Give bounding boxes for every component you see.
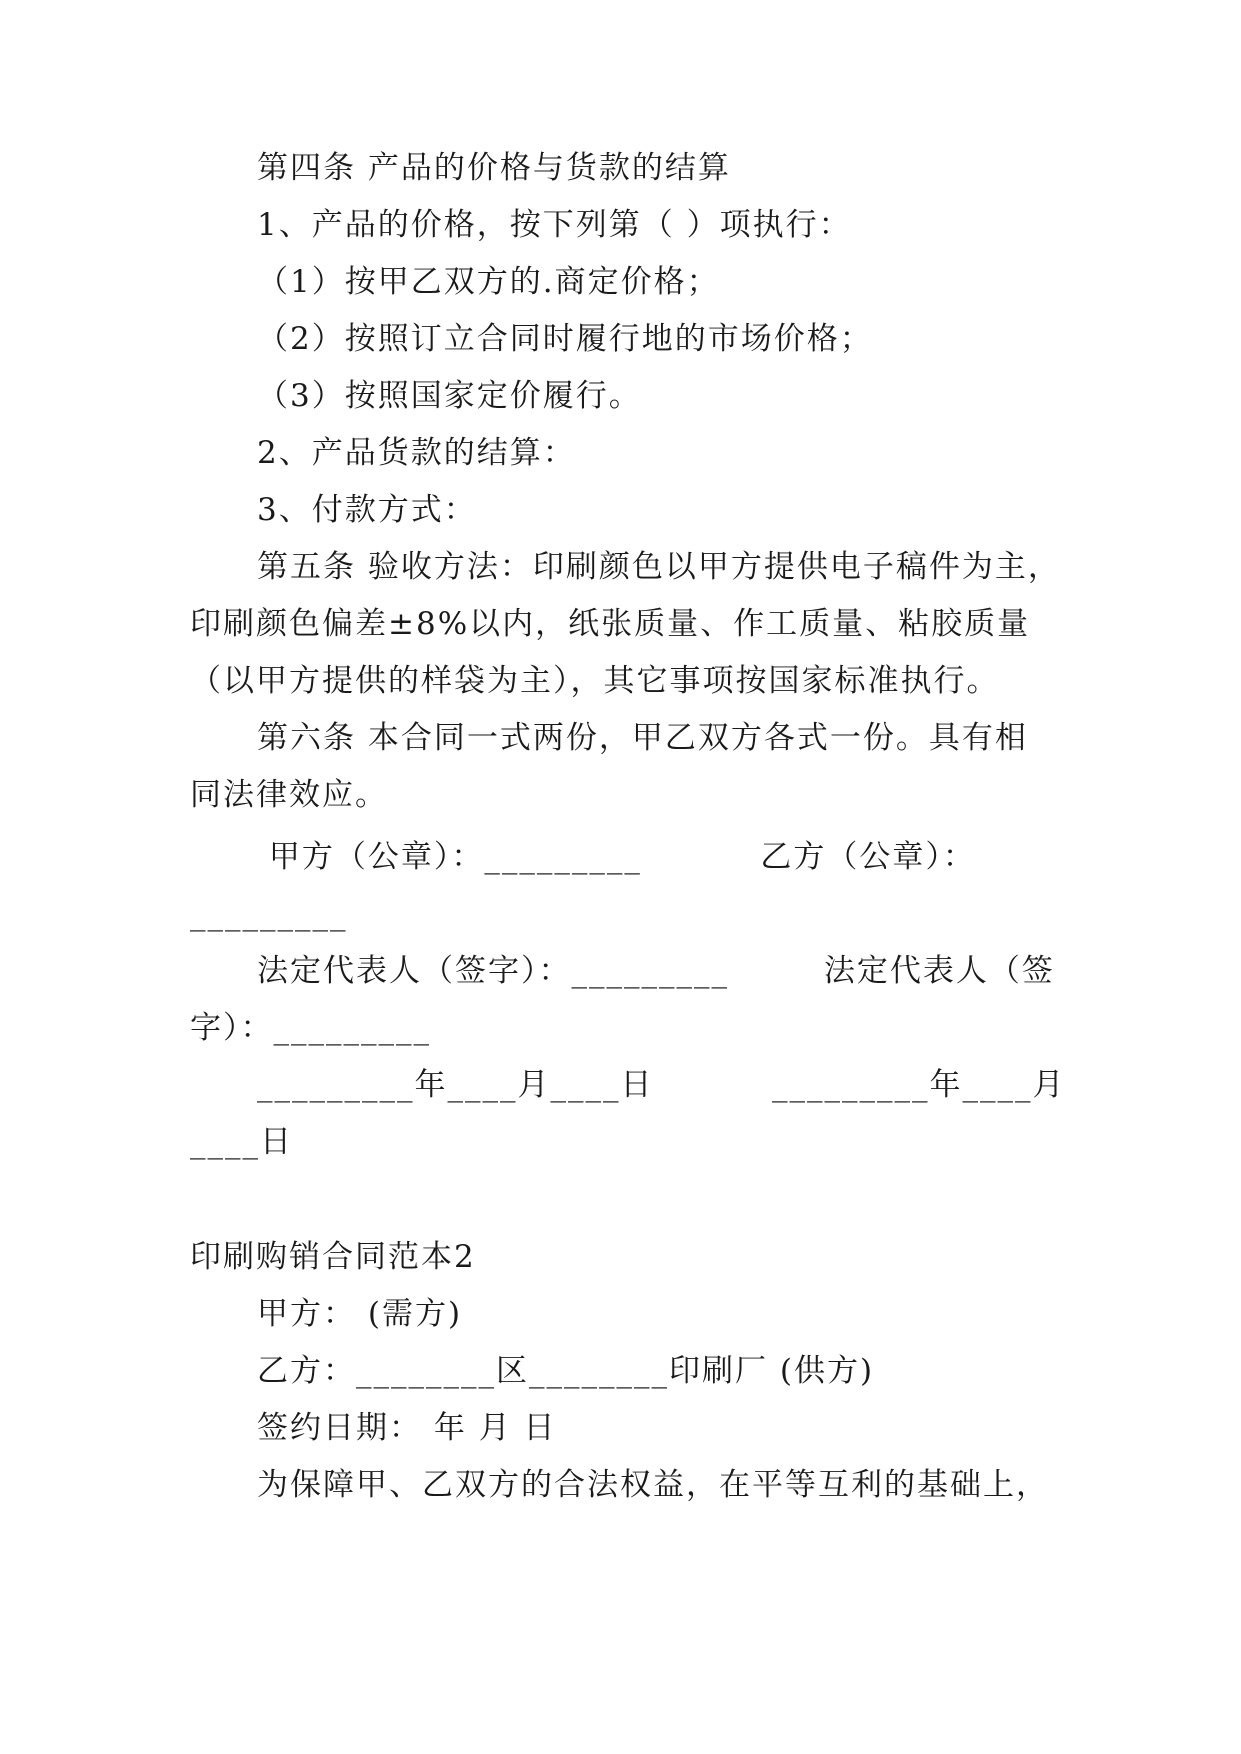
payment-method-clause: 3、付款方式： (257, 492, 477, 528)
price-clause: 1、产品的价格，按下列第（ ）项执行： (257, 207, 852, 243)
article-5-line-1: 第五条 验收方法：印刷颜色以甲方提供电子稿件为主， (257, 549, 1061, 585)
price-option-1: （1）按甲乙双方的.商定价格； (257, 264, 720, 300)
article-4-heading: 第四条 产品的价格与货款的结算 (257, 150, 731, 186)
representative-line: 法定代表人（签字）：_________ 法定代表人（签 (257, 953, 1055, 989)
date-line: _________年____月____日 _________年____月 (257, 1067, 1066, 1103)
article-5-line-3: （以甲方提供的样袋为主），其它事项按国家标准执行。 (190, 663, 1000, 699)
seal-line: 甲方（公章）：_________ 乙方（公章）： (257, 839, 976, 875)
date-line-continued: ____日 (190, 1124, 293, 1160)
seal-line-continued: _________ (190, 896, 348, 932)
article-6-line-2: 同法律效应。 (190, 777, 388, 813)
representative-line-continued: 字）：_________ (190, 1010, 431, 1046)
party-b-line: 乙方：________区________印刷厂 (供方) (257, 1353, 875, 1389)
preamble-line: 为保障甲、乙双方的合法权益，在平等互利的基础上， (257, 1467, 1049, 1503)
party-a-line: 甲方： (需方) (257, 1296, 463, 1332)
template-2-title: 印刷购销合同范本2 (190, 1239, 476, 1275)
signing-date-line: 签约日期： 年 月 日 (257, 1410, 557, 1446)
price-option-2: （2）按照订立合同时履行地的市场价格； (257, 321, 873, 357)
price-option-3: （3）按照国家定价履行。 (257, 378, 642, 414)
article-5-line-2: 印刷颜色偏差±8%以内，纸张质量、作工质量、粘胶质量 (190, 606, 1031, 642)
settlement-clause: 2、产品货款的结算： (257, 435, 576, 471)
article-6-line-1: 第六条 本合同一式两份，甲乙双方各式一份。具有相 (257, 720, 1028, 756)
